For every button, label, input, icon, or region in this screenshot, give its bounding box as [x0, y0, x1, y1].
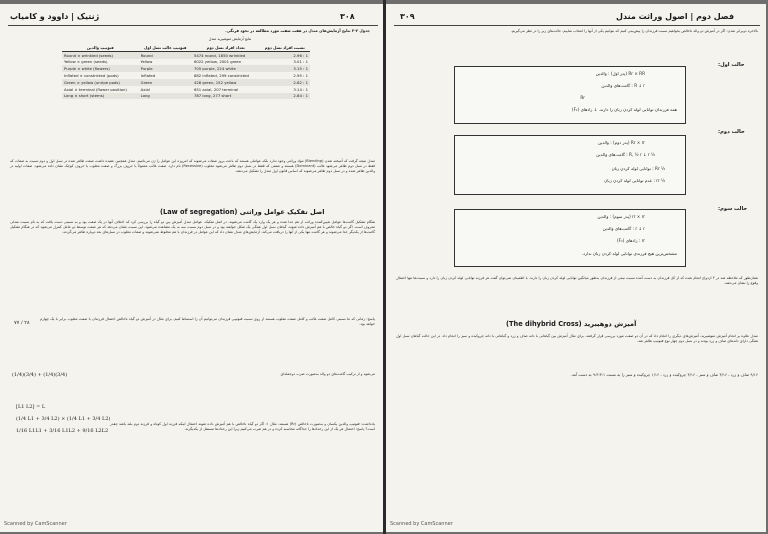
table-cell: Purple [140, 66, 153, 72]
case2-line: ½ Rr : توانایی لوله کردن زبان [611, 166, 665, 171]
case3-line: rr × rr (پدر سوم) : والدین [597, 214, 645, 219]
table-row [62, 79, 310, 86]
table-cell: 705 purple, 224 white [193, 66, 236, 72]
paragraph-blending: مندل نتیجه گرفت که آمیخته شدن (Blending) مواد وراثتی وجود ندارد بلکه عواملی هستند که باعث بروز صفات می‌شوند که امروزه این عوامل را ژن می‌نامیم. مندل همچنین عقیده داشت صفت ظاهر شده در نسل اول و دوم نسبت به صفات که فقط در نسل دوم ظاهر می‌شود غالب (Dominant) هستند و صفتی که فقط در نسل دوم ظاهر می‌شود مغلوب (Recessive) نام دارد. صفت غالب معمولاً با حروف بزرگ و صفت مغلوب با حروف کوچک نشان داده می‌شود. صفات اولیه در والدین ظاهر شده و در نسل دوم ظاهر می‌شوند که اساس قانون اول مندل را تشکیل می‌دهند. [10, 159, 376, 174]
right-page [386, 4, 766, 532]
table-cell: 787 long, 277 short [193, 93, 232, 99]
segregation-heading: اصل تفکیک عوامل وراثتی (Law of segregation) [160, 208, 325, 216]
table-row [62, 93, 310, 100]
left-running-title: ژنتیک | داوود و کامیاب [10, 12, 100, 21]
table-subcaption: نتایج آزمایش منوهیبرید مندل [208, 37, 252, 41]
scanner-watermark: Scanned by CamScanner [390, 521, 453, 527]
table-cell: 2.84 : 1 [293, 93, 308, 99]
table-cell: Green × yellow (unripe pods) [64, 79, 120, 85]
case3-box [454, 209, 686, 267]
math-line: 1/16 L1L1 + 3/16 L1L2 + 9/16 L2L2 [16, 428, 109, 434]
math-line: [L1 L2] = L [16, 404, 46, 410]
case2-label: حالت دوم: [718, 129, 745, 135]
dihybrid-heading: آمیزش دوهیبرید (The dihybrid Cross) [506, 320, 637, 328]
example-answer: پاسخ: زمانی که ما نسبتی کامل صفت غالب و کامل صفت مغلوب هستند از روی نسبت فنوتیپی فرزندان می‌توانیم آن را استنباط کنیم. برای مثال در آمیزش دو گیاه ناخالص احتمال فرزندان با صفت مغلوب برابر با یک چهارم خواهد بود. [40, 317, 375, 327]
table-cell: 3.01 : 1 [293, 59, 308, 65]
table-cell: 5474 round, 1850 wrinkled [193, 52, 246, 58]
case2-box [454, 135, 686, 195]
table-cell: Purple × white (flowers) [64, 66, 110, 72]
intro-paragraph: بالاخره دوبرابر شدن: اگر در آمیزش دو والد ناخالص بخواهیم نسبت فرزندان را پیش‌بینی کنیم که بتوانیم یکی از آنها را انتخاب نماییم، حالت‌های زیر را در نظر می‌گیریم. [510, 29, 758, 33]
case2-line: ½ R, ½ r ↓ r : گامت‌های والدین [596, 152, 655, 157]
case2-line: Rr × rr (پدر دوم) : والدین [597, 140, 645, 145]
math-line: (1/4 L1 + 3/4 L2) × (1/4 L1 + 3/4 L2) [16, 416, 111, 422]
case3-line: مشخص‌ترین هیچ فرزندی توانایی لوله کردن زبان ندارد. [581, 251, 677, 256]
table-cell: Axial [140, 86, 150, 92]
table-cell: 6022 yellow, 2001 green [193, 59, 242, 65]
left-page [0, 4, 383, 532]
table-cell: Round [140, 52, 153, 58]
right-header-rule [394, 25, 760, 26]
case1-box [454, 66, 686, 124]
case3-label: حالت سوم: [718, 206, 748, 212]
case1-line: R ↓ r : گامت‌های والدین [601, 83, 645, 88]
lower-paragraph: یادداشت: فنوتیپ والدین یکسان و به‌صورت ناخالص (Rr) هستند. مثال ۱: اگر دو گیاه ناخالص با هم آمیزش داده شوند احتمال اینکه فرزند اول کوتاه و فرزند دوم بلند باشد چقدر است؟ پاسخ: احتمال هر یک از این رخدادها را جداگانه محاسبه کرده و در هم ضرب می‌کنیم زیرا این رخدادها مستقل از یکدیگرند. [110, 422, 375, 432]
table-cell: 3.15 : 1 [293, 66, 308, 72]
right-running-title: فصل دوم | اصول وراثت مندل [616, 12, 735, 21]
table-row [62, 65, 310, 72]
table-cell: Yellow × green (seeds) [64, 59, 108, 65]
fraction-value: ۷۷ / ۲۸ [14, 320, 30, 326]
table-cell: 3.14 : 1 [293, 86, 308, 92]
table-header-cell: فنوتیپ غالب نسل اول [144, 44, 187, 50]
case3-line: rr : زادهای (F₁) [617, 238, 645, 243]
table-header-cell: تعداد افراد نسل دوم [206, 44, 245, 50]
case1-label: حالت اول: [718, 62, 745, 68]
case1-line: Rr [580, 95, 585, 100]
table-cell: 428 green, 152 yellow [193, 79, 237, 85]
binomial-formula: (1/4)(3/4) + (1/4)(3/4) [12, 372, 68, 378]
dihybrid-paragraph: مندل علاوه بر انجام آمیزش منوهیبرید، آمیزش‌های دیگری را انجام داد که در آن دو صفت مورد بررسی قرار گرفتند. برای مثال آمیزش بین گیاهانی با دانه صاف و زرد و گیاهانی با دانه چروکیده و سبز را انجام داد. در این حالت گیاهان نسل اول همگی دارای دانه‌های صاف و زرد بودند و در نسل دوم چهار نوع فنوتیپ ظاهر شد. [396, 334, 758, 344]
case1-line: Rr × RR (پدر اول) : والدین [595, 71, 645, 76]
formula-caption: می‌شود و از ترکیب گامت‌های دو والد به‌صورت ضرب دوجمله‌ای [280, 372, 375, 376]
table-cell: Inflated [140, 73, 156, 79]
table-header-row [62, 44, 310, 51]
summary-paragraph: همان‌طور که ملاحظه شد در ۳ ازدواج انجام شده که از کل فرزندان به دست آمده نسبت نیمی از فرزندان به‌طور میانگین توانایی لوله کردن زبان را دارند. با اطمینان نمی‌توان گفت هر فرزند توانایی لوله کردن زبان را دارد و نسبت‌ها تنها احتمال وقوع را نشان می‌دهند. [396, 276, 758, 286]
table-cell: 651 axial, 207 terminal [193, 86, 239, 92]
table-cell: Inflated × constricted (pods) [64, 73, 119, 79]
table-cell: Green [140, 79, 153, 85]
table-cell: 2.82 : 1 [293, 79, 308, 85]
table-row [62, 72, 310, 79]
table-cell: Long [140, 93, 150, 99]
table-cell: 2.95 : 1 [293, 73, 308, 79]
table-cell: Long × short (stems) [64, 93, 105, 99]
mendel-results-table [62, 44, 310, 99]
right-page-number: ۳۰۹ [400, 12, 415, 21]
table-row [62, 59, 310, 66]
table-cell: Axial × terminal (flower position) [64, 86, 127, 92]
table-row [62, 86, 310, 93]
paragraph-segregation: هنگام تشکیل گامت‌ها عوامل تعیین‌کننده وراثت از هم جدا شده و هر یک وارد یک گامت می‌شوند. در اصل تفکیک، عوامل مندل آمیزش بین دو گیاه را بررسی کرد که اختلاف آنها در یک صفت بود و به نسبتی دست یافت که به نام نسبت مندلی معروف است. اگر دو گیاه خالص با هم آمیزش داده شوند، گیاهان نسل اول همگی یک شکل خواهند بود و در نسل دوم نسبت سه به یک مشاهده می‌شود. این نسبت نشان می‌دهد که هر صفت توسط دو عامل کنترل می‌شود که در هنگام تشکیل گامت‌ها از یکدیگر جدا می‌شوند و هر گامت تنها یکی از آنها را دریافت می‌کند. آزمایش‌های مندل نشان داد که این عوامل در فرزندان با هم مخلوط نمی‌شوند و صفات مغلوب در نسل‌های بعد دوباره ظاهر می‌گردند. [10, 220, 375, 235]
table-caption: جدول ۳-۲ نتایج آزمایش‌های مندل در هفت صفت مورد مطالعه در نخود فرنگی. [225, 28, 370, 33]
left-header-rule [8, 25, 378, 26]
case2-line: ½ rr : عدم توانایی لوله کردن زبان [604, 178, 665, 183]
table-cell: 2.96 : 1 [293, 52, 308, 58]
table-cell: Round × wrinkled (seeds) [64, 52, 113, 58]
table-header-cell: نسبت افراد نسل دوم [264, 44, 305, 50]
table-row [62, 51, 310, 58]
table-header-cell: فنوتیپ والدین [86, 44, 114, 50]
case1-line: همه فرزندان توانایی لوله کردن زبان را دارند. ↓ زادهای (F₁) [571, 107, 677, 112]
dihybrid-ratio: ۹/۱۶ صاف و زرد ، ۳/۱۶ صاف و سبز ، ۳/۱۶ چروکیده و زرد ، ۱/۱۶ چروکیده و سبز را به نسبت ۹:۳:۳:۱ به دست آمد. [570, 372, 758, 377]
scanner-watermark: Scanned by CamScanner [4, 521, 67, 527]
table-cell: 882 inflated, 299 constricted [193, 73, 249, 79]
left-page-number: ۳۰۸ [340, 12, 355, 21]
table-cell: Yellow [140, 59, 153, 65]
case3-line: r ↓ r : گامت‌های والدین [602, 226, 645, 231]
